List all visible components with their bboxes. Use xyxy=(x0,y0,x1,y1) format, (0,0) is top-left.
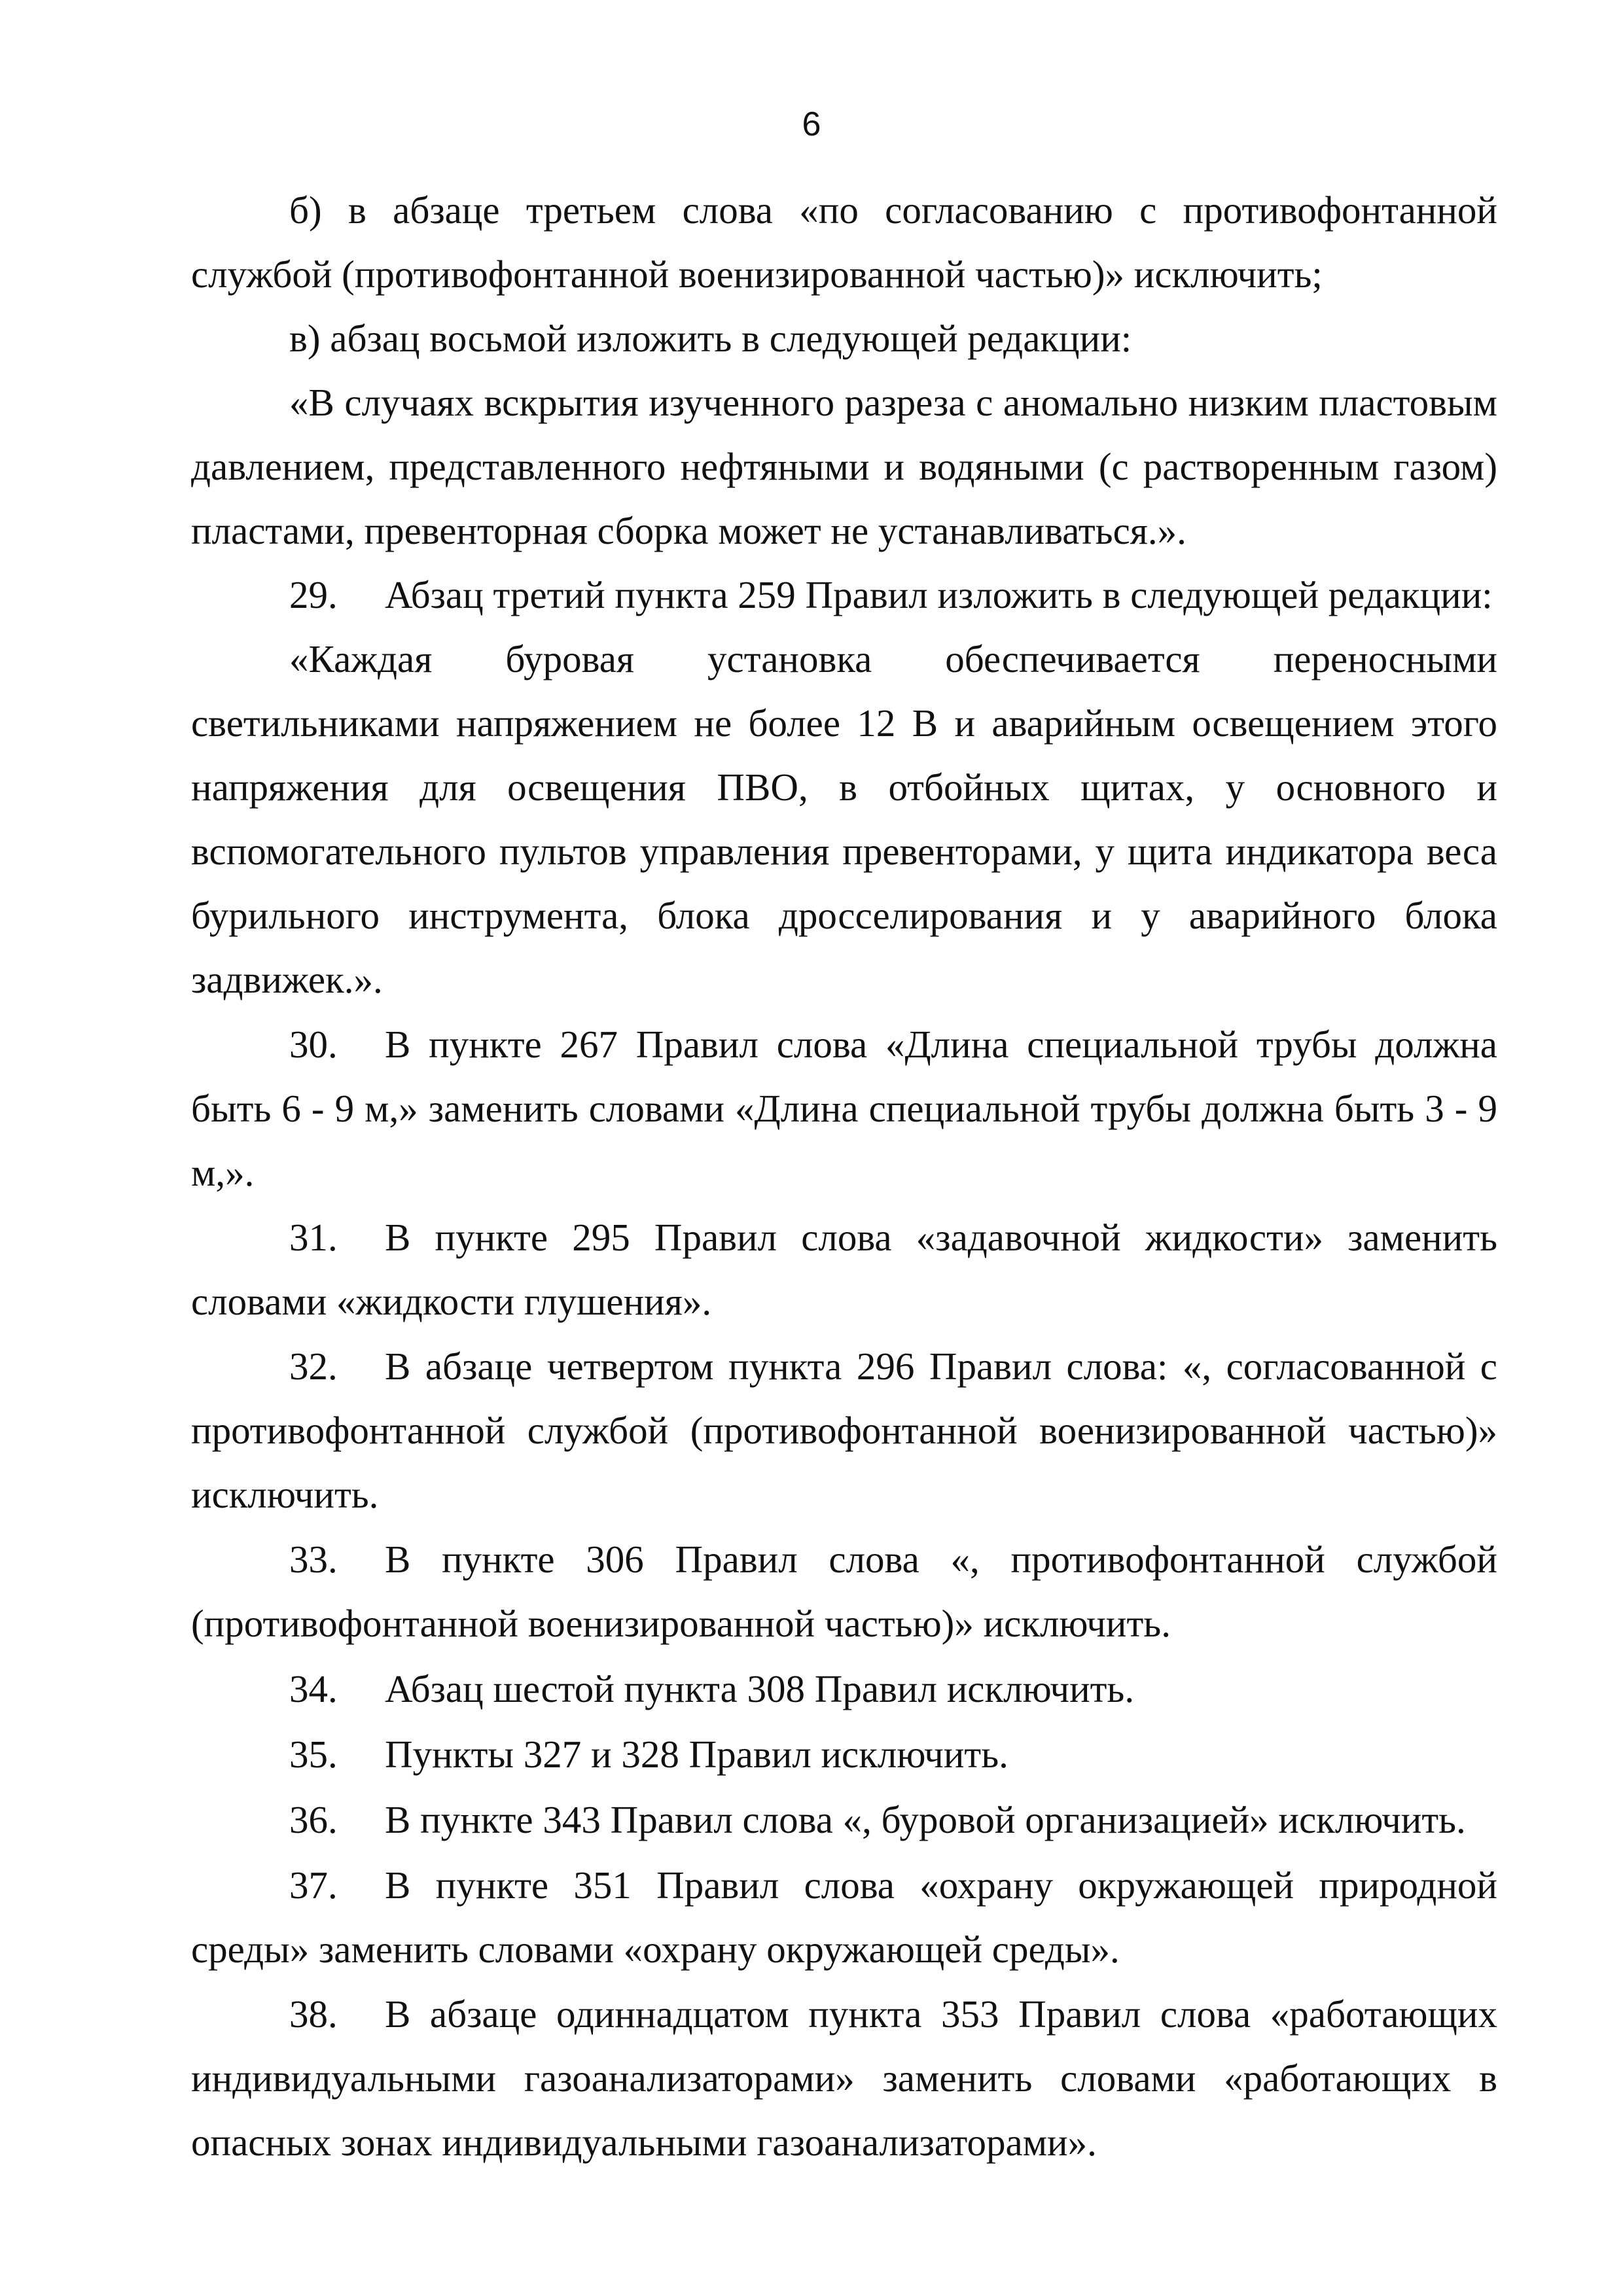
paragraph-text: В пункте 343 Правил слова «, буровой организацией» исключить. xyxy=(385,1798,1466,1841)
paragraph-number: 38. xyxy=(289,1992,338,2036)
paragraph-number: 37. xyxy=(289,1863,338,1907)
paragraph-text: Пункты 327 и 328 Правил исключить. xyxy=(385,1733,1008,1776)
paragraph-number: 34. xyxy=(289,1667,338,1710)
paragraph-text: В пункте 295 Правил слова «задавочной жидкости» заменить словами «жидкости глушения». xyxy=(191,1216,1497,1323)
paragraph-text: В абзаце одиннадцатом пункта 353 Правил слова «работающих индивидуальными газоанализаторами» заменить словами «работающих в опасных зонах индивидуальными газоанализаторами». xyxy=(191,1992,1497,2164)
paragraph-number: 31. xyxy=(289,1216,338,1259)
paragraph-29 xyxy=(191,563,1497,627)
paragraph-text: в) абзац восьмой изложить в следующей редакции: xyxy=(289,317,1132,360)
paragraph-36 xyxy=(191,1788,1497,1852)
paragraph-quote-anomalous-pressure xyxy=(191,370,1497,563)
paragraph-37 xyxy=(191,1853,1497,1981)
paragraph-v xyxy=(191,306,1497,370)
paragraph-number: 30. xyxy=(289,1023,338,1066)
paragraph-text: В абзаце четвертом пункта 296 Правил слова: «, согласованной с противофонтанной службой (противофонтанной военизированной частью)» исключить. xyxy=(191,1345,1497,1516)
paragraph-quote-lighting xyxy=(191,627,1497,1012)
paragraph-text: Абзац шестой пункта 308 Правил исключить. xyxy=(385,1667,1135,1710)
paragraph-text: Абзац третий пункта 259 Правил изложить в следующей редакции: xyxy=(385,573,1493,616)
paragraph-text: «Каждая буровая установка обеспечивается переносными светильниками напряжением не более 12 В и аварийным освещением этого напряжения для освещения ПВО, в отбойных щитах, у основного и вспомогательного пультов управления превенторами, у щита индикатора веса бурильного инструмента, блока дросселирования и у аварийного блока задвижек.». xyxy=(191,637,1497,1001)
paragraph-30 xyxy=(191,1012,1497,1205)
paragraph-38 xyxy=(191,1982,1497,2174)
paragraph-number: 36. xyxy=(289,1798,338,1841)
page-number: 6 xyxy=(802,105,821,143)
paragraph-32 xyxy=(191,1334,1497,1527)
document-body xyxy=(191,178,1497,2174)
paragraph-text: В пункте 306 Правил слова «, противофонтанной службой (противофонтанной военизированной частью)» исключить. xyxy=(191,1538,1497,1645)
paragraph-number: 35. xyxy=(289,1733,338,1776)
paragraph-number: 29. xyxy=(289,573,338,616)
paragraph-33 xyxy=(191,1527,1497,1655)
paragraph-35 xyxy=(191,1722,1497,1786)
paragraph-b xyxy=(191,178,1497,306)
paragraph-text: В пункте 267 Правил слова «Длина специальной трубы должна быть 6 - 9 м,» заменить словами «Длина специальной трубы должна быть 3 - 9 м,». xyxy=(191,1023,1497,1194)
paragraph-text: б) в абзаце третьем слова «по согласованию с противофонтанной службой (противофонтанной военизированной частью)» исключить; xyxy=(191,188,1497,296)
paragraph-text: В пункте 351 Правил слова «охрану окружающей природной среды» заменить словами «охрану окружающей среды». xyxy=(191,1863,1497,1971)
paragraph-34 xyxy=(191,1657,1497,1721)
paragraph-31 xyxy=(191,1205,1497,1333)
paragraph-number: 33. xyxy=(289,1538,338,1581)
paragraph-number: 32. xyxy=(289,1345,338,1388)
paragraph-text: «В случаях вскрытия изученного разреза с аномально низким пластовым давлением, представленного нефтяными и водяными (с растворенным газом) пластами, превенторная сборка может не устанавливаться.». xyxy=(191,381,1497,552)
